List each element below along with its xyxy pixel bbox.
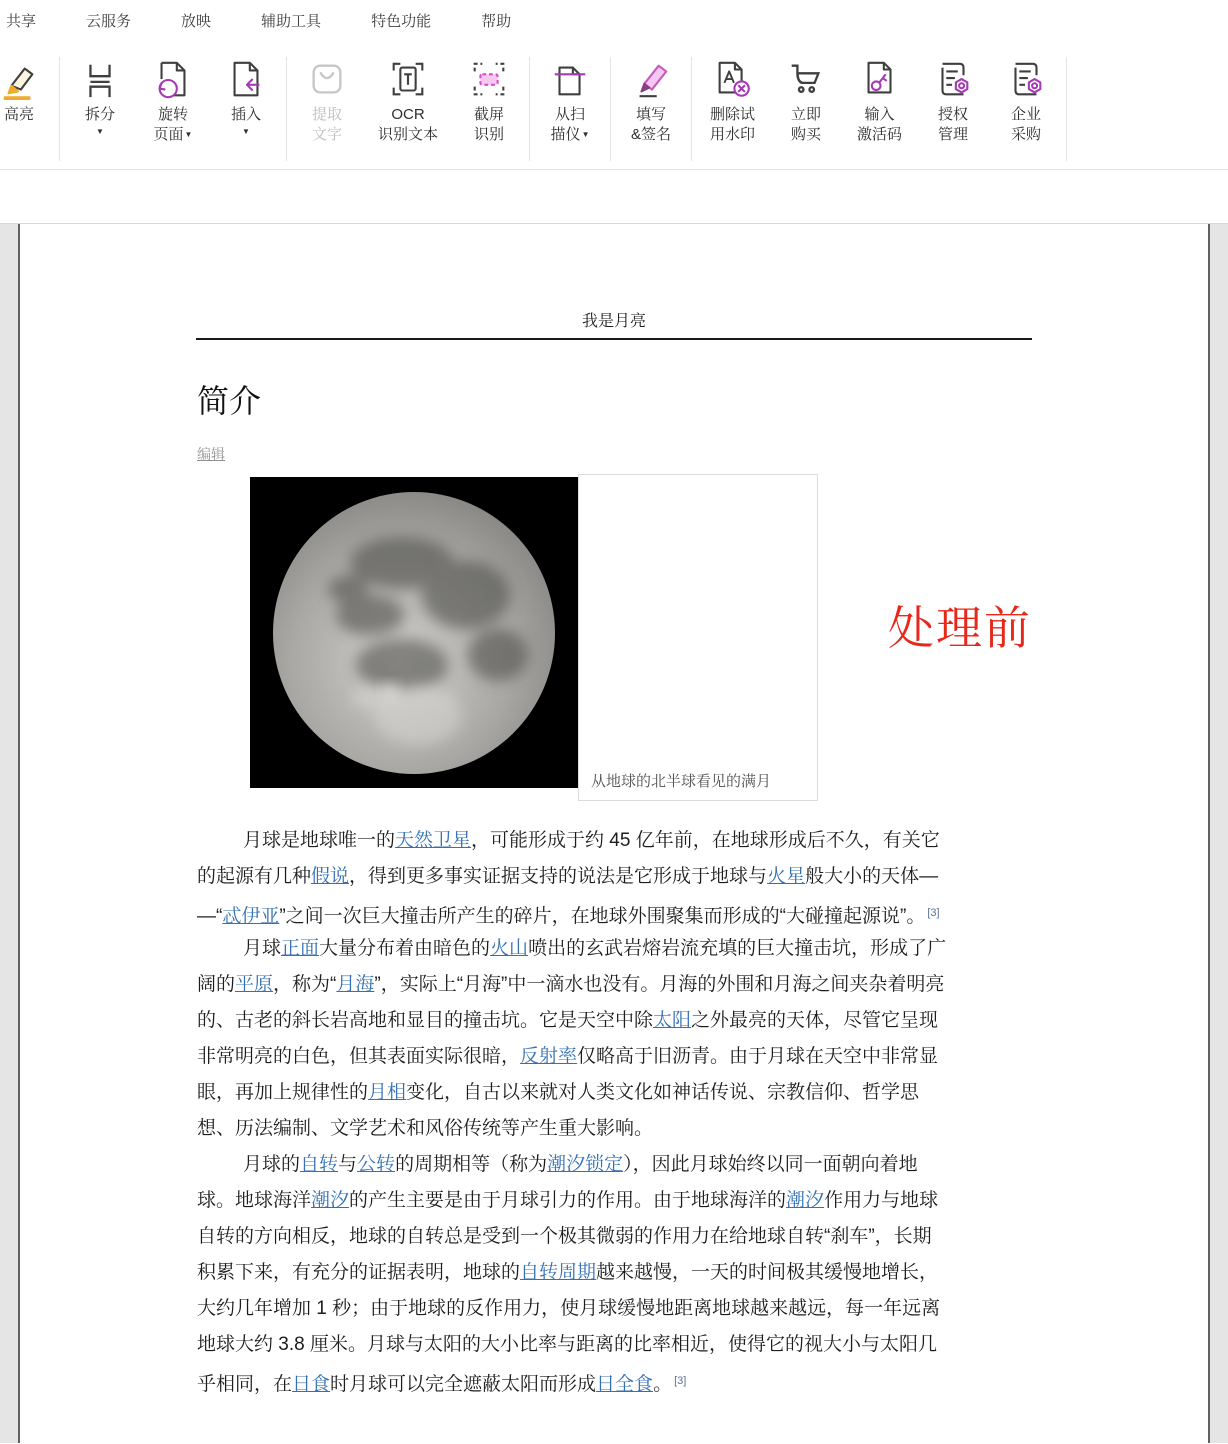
text-run: ”之间一次巨大撞击所产生的碎片，在地球外围聚集而形成的“大碰撞起源说”。 bbox=[279, 906, 926, 927]
text-run: ），因此月球始终以同一面朝向着地 bbox=[623, 1154, 918, 1175]
text-run: 般大小的天体— bbox=[805, 866, 939, 887]
text-run: ，称为“ bbox=[273, 974, 337, 995]
inline-link[interactable]: 月相 bbox=[368, 1082, 407, 1103]
toolbar-button-label: 企业 采购 bbox=[1011, 106, 1042, 143]
toolbar-button-label: OCR 识别文本 bbox=[378, 106, 439, 143]
screenshot-ocr-icon bbox=[467, 55, 511, 105]
footnote-reference: [3] bbox=[674, 1375, 687, 1387]
text-run: 自转的方向相反，地球的自转总是受到一个极其微弱的作用力在给地球自转“刹车”，长期 bbox=[197, 1226, 932, 1247]
text-line bbox=[197, 967, 1053, 1003]
text-run: 大量分布着由暗色的 bbox=[319, 938, 491, 959]
text-run: 仅略高于旧沥青。由于月球在天空中非常显 bbox=[577, 1046, 939, 1067]
text-run: 与 bbox=[338, 1154, 358, 1175]
header-rule bbox=[196, 338, 1032, 340]
menu-item-cloud-service[interactable]: 云服务 bbox=[86, 13, 132, 30]
toolbar-button-screenshot-recognize[interactable] bbox=[456, 51, 522, 145]
menu-item-special-features[interactable]: 特色功能 bbox=[371, 13, 432, 30]
menu-item-share[interactable]: 共享 bbox=[6, 13, 37, 30]
inline-link[interactable]: 太阳 bbox=[653, 1010, 692, 1031]
license-gear-icon bbox=[931, 55, 975, 105]
text-run: 想、历法编制、文学艺术和风俗传统等产生重大影响。 bbox=[197, 1118, 654, 1139]
ribbon-gap bbox=[0, 170, 1228, 223]
toolbar-button-label: 提取 文字 bbox=[311, 106, 342, 143]
text-line bbox=[197, 895, 1053, 931]
section-title: 简介 bbox=[197, 383, 262, 419]
text-run: 越来越慢，一天的时间极其缓慢地增长， bbox=[596, 1262, 939, 1283]
text-run: 月球的 bbox=[243, 1154, 301, 1175]
inline-link[interactable]: 天然卫星 bbox=[395, 830, 472, 851]
ocr-icon bbox=[386, 55, 430, 105]
inline-link[interactable]: 公转 bbox=[357, 1154, 396, 1175]
text-run: 变化，自古以来就对人类文化如神话传说、宗教信仰、哲学思 bbox=[406, 1082, 920, 1103]
text-line bbox=[197, 859, 1053, 895]
before-processing-annotation: 处理前 bbox=[888, 602, 1032, 654]
inline-link[interactable]: 月海 bbox=[336, 974, 375, 995]
text-line bbox=[197, 1255, 1053, 1291]
toolbar-button-enter-activation-code[interactable] bbox=[846, 51, 913, 145]
figure-caption: 从地球的北半球看见的满月 bbox=[591, 773, 772, 790]
text-line bbox=[197, 1075, 1053, 1111]
text-line bbox=[197, 1003, 1053, 1039]
text-run: 的周期相等（称为 bbox=[395, 1154, 548, 1175]
inline-link[interactable]: 日食 bbox=[292, 1374, 331, 1395]
toolbar-button-label: 从扫 描仪▼ bbox=[550, 106, 590, 143]
inline-link[interactable]: 反射率 bbox=[520, 1046, 578, 1067]
toolbar-button-label: 输入 激活码 bbox=[857, 106, 903, 143]
text-run: 乎相同，在 bbox=[197, 1374, 293, 1395]
text-run: ，得到更多事实证据支持的说法是它形成于地球与 bbox=[349, 866, 768, 887]
dropdown-arrow-icon: ▼ bbox=[242, 127, 250, 136]
moon-image bbox=[250, 477, 578, 788]
toolbar-button-fill-and-sign[interactable] bbox=[618, 51, 684, 145]
menu-bar bbox=[0, 0, 1228, 45]
cart-icon bbox=[784, 55, 828, 105]
extract-text-icon bbox=[305, 55, 349, 105]
text-run: 眼，再加上规律性的 bbox=[197, 1082, 369, 1103]
text-run: 非常明亮的白色，但其表面实际很暗， bbox=[197, 1046, 521, 1067]
menu-item-help[interactable]: 帮助 bbox=[481, 13, 512, 30]
toolbar-separator bbox=[286, 57, 287, 161]
toolbar-separator bbox=[59, 57, 60, 161]
document-viewport bbox=[0, 223, 1228, 1443]
text-line bbox=[197, 1327, 1053, 1363]
text-run: 月球是地球唯一的 bbox=[243, 830, 396, 851]
toolbar-separator bbox=[691, 57, 692, 161]
rotate-page-icon bbox=[151, 55, 195, 105]
page-running-header: 我是月亮 bbox=[581, 313, 646, 330]
ribbon-toolbar bbox=[0, 45, 1228, 170]
text-line bbox=[197, 1183, 1053, 1219]
text-line bbox=[197, 1219, 1053, 1255]
text-run: 的、古老的斜长岩高地和显目的撞击坑。它是天空中除 bbox=[197, 1010, 654, 1031]
toolbar-button-label: 高亮 bbox=[3, 106, 34, 123]
toolbar-button-label: 插入 bbox=[230, 106, 261, 123]
inline-link[interactable]: 自转 bbox=[300, 1154, 339, 1175]
text-line bbox=[197, 1147, 1053, 1183]
toolbar-button-insert[interactable] bbox=[213, 51, 279, 139]
text-run: 。 bbox=[653, 1374, 673, 1395]
moon-photo bbox=[250, 477, 578, 788]
toolbar-separator bbox=[529, 57, 530, 161]
inline-link[interactable]: 忒伊亚 bbox=[222, 906, 280, 927]
text-run: 大约几年增加 1 秒；由于地球的反作用力，使月球缓慢地距离地球越来越远，每一年远离 bbox=[197, 1298, 941, 1319]
inline-link[interactable]: 假说 bbox=[311, 866, 350, 887]
activation-key-icon bbox=[858, 55, 902, 105]
toolbar-button-label: 填写 &签名 bbox=[631, 106, 672, 143]
inline-link[interactable]: 平原 bbox=[235, 974, 274, 995]
inline-link[interactable]: 正面 bbox=[281, 938, 320, 959]
toolbar-button-license-management[interactable] bbox=[920, 51, 986, 145]
fill-sign-icon bbox=[629, 55, 673, 105]
text-line bbox=[197, 823, 1053, 859]
toolbar-button-rotate-pages[interactable] bbox=[140, 51, 206, 145]
toolbar-button-highlight[interactable] bbox=[0, 51, 52, 125]
toolbar-separator bbox=[610, 57, 611, 161]
text-line bbox=[197, 1111, 1053, 1147]
dropdown-arrow-icon: ▼ bbox=[96, 127, 104, 136]
inline-link[interactable]: 火星 bbox=[767, 866, 806, 887]
inline-link[interactable]: 潮汐 bbox=[786, 1190, 825, 1211]
toolbar-button-from-scanner[interactable] bbox=[537, 51, 603, 145]
inline-link[interactable]: 潮汐锁定 bbox=[547, 1154, 624, 1175]
delete-watermark-icon bbox=[711, 55, 755, 105]
text-line bbox=[197, 931, 1053, 967]
text-run: 积累下来，有充分的证据表明，地球的 bbox=[197, 1262, 521, 1283]
toolbar-button-enterprise-purchase[interactable] bbox=[993, 51, 1059, 145]
toolbar-button-label: 截屏 识别 bbox=[474, 106, 505, 143]
toolbar-separator bbox=[1066, 57, 1067, 161]
pdf-page bbox=[18, 224, 1210, 1443]
text-run: 喷出的玄武岩熔岩流充填的巨大撞击坑，形成了广 bbox=[528, 938, 947, 959]
enterprise-gear-icon bbox=[1004, 55, 1048, 105]
text-line bbox=[197, 1291, 1053, 1327]
text-run: 阔的 bbox=[197, 974, 236, 995]
toolbar-button-label: 拆分 bbox=[84, 106, 115, 123]
figure-caption-box bbox=[578, 474, 818, 801]
insert-page-icon bbox=[224, 55, 268, 105]
text-run: ，可能形成于约 45 亿年前，在地球形成后不久，有关它 bbox=[471, 830, 940, 851]
menu-item-projection[interactable]: 放映 bbox=[181, 13, 212, 30]
menu-item-accessibility-tools[interactable]: 辅助工具 bbox=[261, 13, 322, 30]
toolbar-button-label: 立即 购买 bbox=[791, 106, 822, 143]
edit-link[interactable]: 编辑 bbox=[197, 446, 225, 462]
toolbar-button-label: 删除试 用水印 bbox=[710, 106, 756, 143]
dropdown-arrow-icon: ▼ bbox=[581, 130, 590, 139]
text-run: 球。地球海洋 bbox=[197, 1190, 312, 1211]
text-run: 的起源有几种 bbox=[197, 866, 312, 887]
body-text bbox=[197, 823, 1053, 1399]
inline-link[interactable]: 自转周期 bbox=[520, 1262, 597, 1283]
highlighter-icon bbox=[0, 55, 41, 105]
text-run: 之外最亮的天体，尽管它呈现 bbox=[691, 1010, 939, 1031]
footnote-reference: [3] bbox=[927, 907, 940, 919]
inline-link[interactable]: 日全食 bbox=[596, 1374, 654, 1395]
scanner-icon bbox=[548, 55, 592, 105]
toolbar-button-remove-trial-watermark[interactable] bbox=[699, 51, 766, 145]
inline-link[interactable]: 火山 bbox=[490, 938, 529, 959]
toolbar-button-ocr-recognize-text[interactable] bbox=[367, 51, 449, 145]
toolbar-button-buy-now[interactable] bbox=[773, 51, 839, 145]
toolbar-button-label: 授权 管理 bbox=[938, 106, 969, 143]
dropdown-arrow-icon: ▼ bbox=[184, 130, 193, 139]
text-line bbox=[197, 1039, 1053, 1075]
toolbar-button-split[interactable] bbox=[67, 51, 133, 139]
toolbar-button-extract-text[interactable] bbox=[294, 51, 360, 145]
text-run: 的产生主要是由于月球引力的作用。由于地球海洋的 bbox=[349, 1190, 787, 1211]
split-icon bbox=[78, 55, 122, 105]
toolbar-button-label: 旋转 页面▼ bbox=[153, 106, 193, 143]
text-run: —“ bbox=[197, 906, 223, 927]
text-line bbox=[197, 1363, 1053, 1399]
inline-link[interactable]: 潮汐 bbox=[311, 1190, 350, 1211]
text-run: 作用力与地球 bbox=[824, 1190, 939, 1211]
text-run: 时月球可以完全遮蔽太阳而形成 bbox=[330, 1374, 597, 1395]
text-run: ”，实际上“月海”中一滴水也没有。月海的外围和月海之间夹杂着明亮 bbox=[374, 974, 945, 995]
text-run: 月球 bbox=[243, 938, 282, 959]
text-run: 地球大约 3.8 厘米。月球与太阳的大小比率与距离的比率相近，使得它的视大小与太阳几 bbox=[197, 1334, 937, 1355]
